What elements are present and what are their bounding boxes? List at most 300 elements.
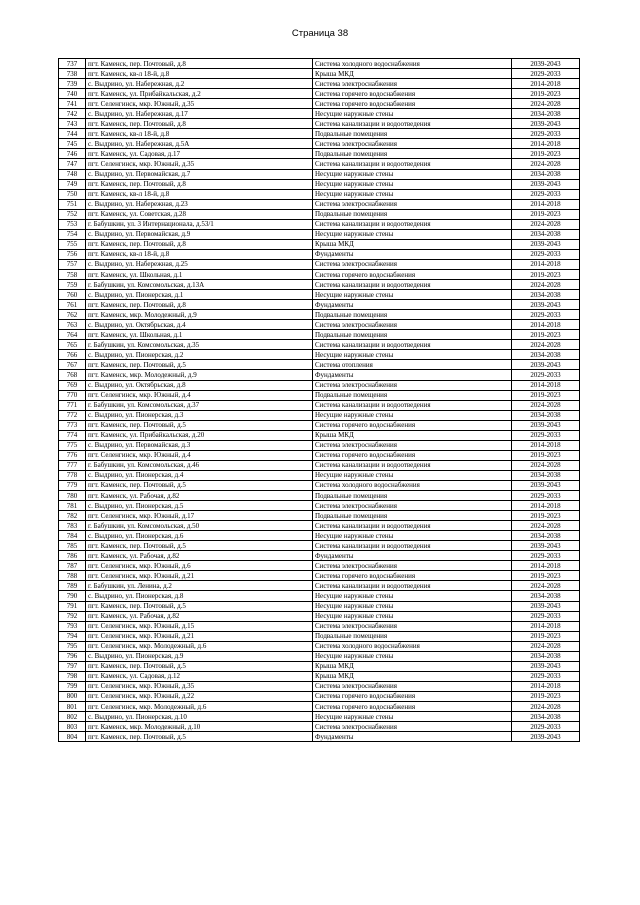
system-cell: Система канализации и водоотведения [313,340,512,350]
table-row [59,511,580,521]
row-number: 796 [59,651,86,661]
table-row [59,350,580,360]
address-cell: пгт. Каменск, ул. Рабочая, д.82 [86,491,313,501]
system-cell: Несущие наружные стены [313,290,512,300]
address-cell: с. Выдрино, ул. Первомайская, д.3 [86,440,313,450]
row-number: 762 [59,310,86,320]
row-number: 790 [59,591,86,601]
address-cell: пгт. Каменск, пер. Почтовый, д.5 [86,420,313,430]
table-row [59,420,580,430]
row-number: 760 [59,290,86,300]
table-row [59,109,580,119]
period-cell: 2039-2043 [512,480,580,490]
period-cell: 2029-2033 [512,430,580,440]
address-cell: пгт. Селенгинск, мкр. Южный, д.4 [86,390,313,400]
table-row [59,571,580,581]
table-row [59,641,580,651]
address-cell: с. Выдрино, ул. Пионерская, д.5 [86,501,313,511]
address-cell: пгт. Каменск, кв-л 18-й, д.8 [86,129,313,139]
period-cell: 2029-2033 [512,249,580,259]
row-number: 797 [59,661,86,671]
system-cell: Подвальные помещения [313,491,512,501]
period-cell: 2039-2043 [512,119,580,129]
address-cell: пгт. Каменск, мкр. Молодежный, д.9 [86,310,313,320]
table-row [59,179,580,189]
period-cell: 2019-2023 [512,631,580,641]
table-row [59,79,580,89]
address-cell: г. Бабушкин, ул. Комсомольская, д.46 [86,460,313,470]
address-cell: с. Выдрино, ул. Пионерская, д.8 [86,591,313,601]
period-cell: 2029-2033 [512,671,580,681]
row-number: 756 [59,249,86,259]
address-cell: пгт. Селенгинск, мкр. Южный, д.4 [86,450,313,460]
period-cell: 2024-2028 [512,641,580,651]
period-cell: 2014-2018 [512,139,580,149]
system-cell: Система горячего водоснабжения [313,89,512,99]
row-number: 755 [59,239,86,249]
row-number: 768 [59,370,86,380]
system-cell: Фундаменты [313,551,512,561]
row-number: 761 [59,300,86,310]
system-cell: Система электроснабжения [313,722,512,732]
period-cell: 2039-2043 [512,179,580,189]
system-cell: Несущие наружные стены [313,531,512,541]
row-number: 757 [59,259,86,269]
system-cell: Несущие наружные стены [313,229,512,239]
period-cell: 2024-2028 [512,340,580,350]
system-cell: Крыша МКД [313,430,512,440]
table-row [59,219,580,229]
row-number: 764 [59,330,86,340]
address-cell: пгт. Каменск, пер. Почтовый, д.5 [86,360,313,370]
system-cell: Несущие наружные стены [313,189,512,199]
table-row [59,269,580,279]
table-row [59,320,580,330]
address-cell: пгт. Каменск, пер. Почтовый, д.5 [86,732,313,742]
period-cell: 2034-2038 [512,531,580,541]
address-cell: пгт. Каменск, пер. Почтовый, д.8 [86,239,313,249]
table-row [59,691,580,701]
address-cell: с. Выдрино, ул. Первомайская, д.9 [86,229,313,239]
row-number: 746 [59,149,86,159]
system-cell: Система холодного водоснабжения [313,59,512,69]
table-row [59,611,580,621]
row-number: 763 [59,320,86,330]
system-cell: Несущие наружные стены [313,169,512,179]
period-cell: 2039-2043 [512,541,580,551]
address-cell: с. Выдрино, ул. Набережная, д.23 [86,199,313,209]
table-row [59,330,580,340]
system-cell: Система электроснабжения [313,380,512,390]
system-cell: Система канализации и водоотведения [313,280,512,290]
table-row [59,712,580,722]
period-cell: 2014-2018 [512,259,580,269]
system-cell: Система канализации и водоотведения [313,541,512,551]
row-number: 745 [59,139,86,149]
row-number: 784 [59,531,86,541]
address-cell: пгт. Селенгинск, мкр. Южный, д.6 [86,561,313,571]
row-number: 741 [59,99,86,109]
address-cell: г. Бабушкин, ул. Комсомольская, д.35 [86,340,313,350]
address-cell: пгт. Селенгинск, мкр. Южный, д.15 [86,621,313,631]
table-row [59,69,580,79]
system-cell: Несущие наружные стены [313,179,512,189]
table-row [59,681,580,691]
address-cell: г. Бабушкин, ул. Комсомольская, д.50 [86,521,313,531]
table-row [59,99,580,109]
address-cell: пгт. Каменск, ул. Школьная, д.1 [86,269,313,279]
address-cell: пгт. Каменск, ул. Советская, д.28 [86,209,313,219]
row-number: 792 [59,611,86,621]
system-cell: Система горячего водоснабжения [313,702,512,712]
period-cell: 2024-2028 [512,219,580,229]
table-row [59,380,580,390]
period-cell: 2034-2038 [512,169,580,179]
row-number: 787 [59,561,86,571]
row-number: 778 [59,470,86,480]
address-cell: пгт. Селенгинск, мкр. Молодежный, д.6 [86,702,313,712]
table-row [59,531,580,541]
row-number: 772 [59,410,86,420]
row-number: 769 [59,380,86,390]
row-number: 771 [59,400,86,410]
row-number: 747 [59,159,86,169]
row-number: 743 [59,119,86,129]
period-cell: 2029-2033 [512,611,580,621]
system-cell: Несущие наружные стены [313,591,512,601]
period-cell: 2024-2028 [512,280,580,290]
period-cell: 2014-2018 [512,320,580,330]
address-cell: с. Выдрино, ул. Пионерская, д.3 [86,410,313,420]
period-cell: 2029-2033 [512,189,580,199]
row-number: 779 [59,480,86,490]
table-row [59,601,580,611]
period-cell: 2029-2033 [512,129,580,139]
system-cell: Подвальные помещения [313,149,512,159]
system-cell: Система электроснабжения [313,320,512,330]
row-number: 766 [59,350,86,360]
table-row [59,89,580,99]
period-cell: 2034-2038 [512,591,580,601]
period-cell: 2019-2023 [512,390,580,400]
row-number: 758 [59,269,86,279]
table-row [59,290,580,300]
system-cell: Система канализации и водоотведения [313,159,512,169]
period-cell: 2019-2023 [512,511,580,521]
row-number: 794 [59,631,86,641]
table-row [59,722,580,732]
period-cell: 2039-2043 [512,420,580,430]
period-cell: 2019-2023 [512,330,580,340]
table-row [59,159,580,169]
period-cell: 2034-2038 [512,410,580,420]
system-cell: Несущие наружные стены [313,350,512,360]
table-row [59,310,580,320]
row-number: 740 [59,89,86,99]
address-cell: с. Выдрино, ул. Пионерская, д.10 [86,712,313,722]
row-number: 777 [59,460,86,470]
row-number: 748 [59,169,86,179]
address-cell: пгт. Каменск, мкр. Молодежный, д.10 [86,722,313,732]
row-number: 749 [59,179,86,189]
page-title: Страница 38 [291,28,349,39]
system-cell: Подвальные помещения [313,330,512,340]
period-cell: 2034-2038 [512,712,580,722]
row-number: 802 [59,712,86,722]
table-row [59,671,580,681]
system-cell: Система канализации и водоотведения [313,460,512,470]
system-cell: Система холодного водоснабжения [313,641,512,651]
row-number: 767 [59,360,86,370]
address-cell: пгт. Каменск, пер. Почтовый, д.8 [86,119,313,129]
address-cell: пгт. Каменск, пер. Почтовый, д.8 [86,59,313,69]
table-row [59,732,580,742]
address-cell: с. Выдрино, ул. Набережная, д.5А [86,139,313,149]
address-cell: пгт. Селенгинск, мкр. Молодежный, д.6 [86,641,313,651]
period-cell: 2034-2038 [512,290,580,300]
address-cell: пгт. Селенгинск, мкр. Южный, д.17 [86,511,313,521]
period-cell: 2039-2043 [512,239,580,249]
table-row [59,480,580,490]
system-cell: Фундаменты [313,249,512,259]
table-row [59,410,580,420]
row-number: 780 [59,491,86,501]
system-cell: Фундаменты [313,732,512,742]
table-row [59,149,580,159]
table-row [59,239,580,249]
row-number: 789 [59,581,86,591]
row-number: 785 [59,541,86,551]
system-cell: Система холодного водоснабжения [313,480,512,490]
system-cell: Подвальные помещения [313,310,512,320]
system-cell: Подвальные помещения [313,390,512,400]
row-number: 773 [59,420,86,430]
period-cell: 2014-2018 [512,501,580,511]
period-cell: 2014-2018 [512,440,580,450]
address-cell: с. Выдрино, ул. Пионерская, д.1 [86,290,313,300]
period-cell: 2024-2028 [512,400,580,410]
address-cell: пгт. Каменск, пер. Почтовый, д.5 [86,601,313,611]
table-row [59,702,580,712]
row-number: 770 [59,390,86,400]
table-row [59,280,580,290]
row-number: 752 [59,209,86,219]
table-row [59,259,580,269]
address-cell: пгт. Каменск, кв-л 18-й, д.8 [86,69,313,79]
system-cell: Система горячего водоснабжения [313,691,512,701]
period-cell: 2034-2038 [512,350,580,360]
address-cell: пгт. Каменск, пер. Почтовый, д.8 [86,179,313,189]
table-row [59,621,580,631]
period-cell: 2019-2023 [512,450,580,460]
row-number: 753 [59,219,86,229]
table-row [59,199,580,209]
row-number: 788 [59,571,86,581]
address-cell: с. Выдрино, ул. Первомайская, д.7 [86,169,313,179]
period-cell: 2024-2028 [512,521,580,531]
period-cell: 2039-2043 [512,601,580,611]
system-cell: Крыша МКД [313,671,512,681]
system-cell: Система электроснабжения [313,139,512,149]
period-cell: 2024-2028 [512,99,580,109]
table-row [59,300,580,310]
row-number: 795 [59,641,86,651]
table-row [59,450,580,460]
system-cell: Система канализации и водоотведения [313,581,512,591]
period-cell: 2014-2018 [512,380,580,390]
address-cell: с. Выдрино, ул. Пионерская, д.4 [86,470,313,480]
address-cell: пгт. Каменск, пер. Почтовый, д.5 [86,480,313,490]
address-cell: г. Бабушкин, ул. Комсомольская, д.13А [86,280,313,290]
row-number: 739 [59,79,86,89]
period-cell: 2034-2038 [512,470,580,480]
period-cell: 2024-2028 [512,460,580,470]
table-row [59,119,580,129]
row-number: 791 [59,601,86,611]
address-cell: с. Выдрино, ул. Пионерская, д.6 [86,531,313,541]
address-cell: пгт. Селенгинск, мкр. Южный, д.35 [86,99,313,109]
table-row [59,470,580,480]
row-number: 759 [59,280,86,290]
system-cell: Крыша МКД [313,661,512,671]
system-cell: Система горячего водоснабжения [313,99,512,109]
system-cell: Подвальные помещения [313,209,512,219]
system-cell: Фундаменты [313,370,512,380]
period-cell: 2034-2038 [512,651,580,661]
address-cell: пгт. Каменск, ул. Школьная, д.1 [86,330,313,340]
register-table [58,58,580,742]
address-cell: г. Бабушкин, ул. Ленина, д.2 [86,581,313,591]
system-cell: Система электроснабжения [313,259,512,269]
address-cell: пгт. Каменск, ул. Рабочая, д.82 [86,551,313,561]
row-number: 774 [59,430,86,440]
period-cell: 2039-2043 [512,59,580,69]
system-cell: Система горячего водоснабжения [313,450,512,460]
system-cell: Система канализации и водоотведения [313,400,512,410]
address-cell: пгт. Каменск, ул. Рабочая, д.82 [86,611,313,621]
system-cell: Система отопления [313,360,512,370]
address-cell: с. Выдрино, ул. Набережная, д.2 [86,79,313,89]
system-cell: Подвальные помещения [313,129,512,139]
table-row [59,541,580,551]
address-cell: пгт. Каменск, кв-л 18-й, д.8 [86,249,313,259]
address-cell: пгт. Каменск, пер. Почтовый, д.8 [86,300,313,310]
system-cell: Фундаменты [313,300,512,310]
row-number: 801 [59,702,86,712]
table-row [59,591,580,601]
table-row [59,661,580,671]
row-number: 750 [59,189,86,199]
row-number: 775 [59,440,86,450]
system-cell: Крыша МКД [313,69,512,79]
row-number: 737 [59,59,86,69]
system-cell: Несущие наружные стены [313,651,512,661]
table-row [59,249,580,259]
system-cell: Подвальные помещения [313,511,512,521]
table-row [59,209,580,219]
system-cell: Несущие наружные стены [313,601,512,611]
row-number: 738 [59,69,86,79]
period-cell: 2039-2043 [512,661,580,671]
address-cell: пгт. Каменск, ул. Садовая, д.17 [86,149,313,159]
address-cell: с. Выдрино, ул. Набережная, д.25 [86,259,313,269]
row-number: 782 [59,511,86,521]
period-cell: 2029-2033 [512,69,580,79]
system-cell: Несущие наружные стены [313,109,512,119]
period-cell: 2034-2038 [512,229,580,239]
address-cell: пгт. Каменск, ул. Прибайкальская, д.2 [86,89,313,99]
row-number: 776 [59,450,86,460]
period-cell: 2034-2038 [512,109,580,119]
system-cell: Система электроснабжения [313,79,512,89]
table-row [59,651,580,661]
table-row [59,139,580,149]
row-number: 783 [59,521,86,531]
address-cell: пгт. Селенгинск, мкр. Южный, д.35 [86,159,313,169]
system-cell: Система канализации и водоотведения [313,521,512,531]
row-number: 799 [59,681,86,691]
address-cell: пгт. Селенгинск, мкр. Южный, д.35 [86,681,313,691]
period-cell: 2019-2023 [512,691,580,701]
period-cell: 2024-2028 [512,159,580,169]
table-row [59,59,580,69]
address-cell: пгт. Каменск, пер. Почтовый, д.5 [86,661,313,671]
system-cell: Система электроснабжения [313,561,512,571]
row-number: 800 [59,691,86,701]
period-cell: 2019-2023 [512,149,580,159]
row-number: 754 [59,229,86,239]
system-cell: Система электроснабжения [313,501,512,511]
period-cell: 2039-2043 [512,300,580,310]
address-cell: с. Выдрино, ул. Набережная, д.17 [86,109,313,119]
table-row [59,360,580,370]
table-row [59,460,580,470]
address-cell: пгт. Каменск, ул. Прибайкальская, д.20 [86,430,313,440]
period-cell: 2039-2043 [512,360,580,370]
table-row [59,440,580,450]
system-cell: Несущие наружные стены [313,410,512,420]
row-number: 793 [59,621,86,631]
row-number: 744 [59,129,86,139]
address-cell: пгт. Селенгинск, мкр. Южный, д.22 [86,691,313,701]
table-row [59,390,580,400]
table-row [59,430,580,440]
table-row [59,169,580,179]
address-cell: пгт. Каменск, мкр. Молодежный, д.9 [86,370,313,380]
table-row [59,581,580,591]
table-row [59,561,580,571]
system-cell: Система канализации и водоотведения [313,119,512,129]
period-cell: 2029-2033 [512,551,580,561]
period-cell: 2024-2028 [512,581,580,591]
system-cell: Система электроснабжения [313,440,512,450]
period-cell: 2029-2033 [512,491,580,501]
address-cell: пгт. Каменск, пер. Почтовый, д.5 [86,541,313,551]
period-cell: 2019-2023 [512,89,580,99]
row-number: 798 [59,671,86,681]
address-cell: пгт. Каменск, ул. Садовая, д.12 [86,671,313,681]
address-cell: с. Выдрино, ул. Октябрьская, д.8 [86,380,313,390]
period-cell: 2029-2033 [512,722,580,732]
address-cell: с. Выдрино, ул. Пионерская, д.2 [86,350,313,360]
period-cell: 2014-2018 [512,199,580,209]
period-cell: 2039-2043 [512,732,580,742]
system-cell: Несущие наружные стены [313,470,512,480]
table-row [59,551,580,561]
system-cell: Система горячего водоснабжения [313,269,512,279]
row-number: 742 [59,109,86,119]
table-row [59,521,580,531]
